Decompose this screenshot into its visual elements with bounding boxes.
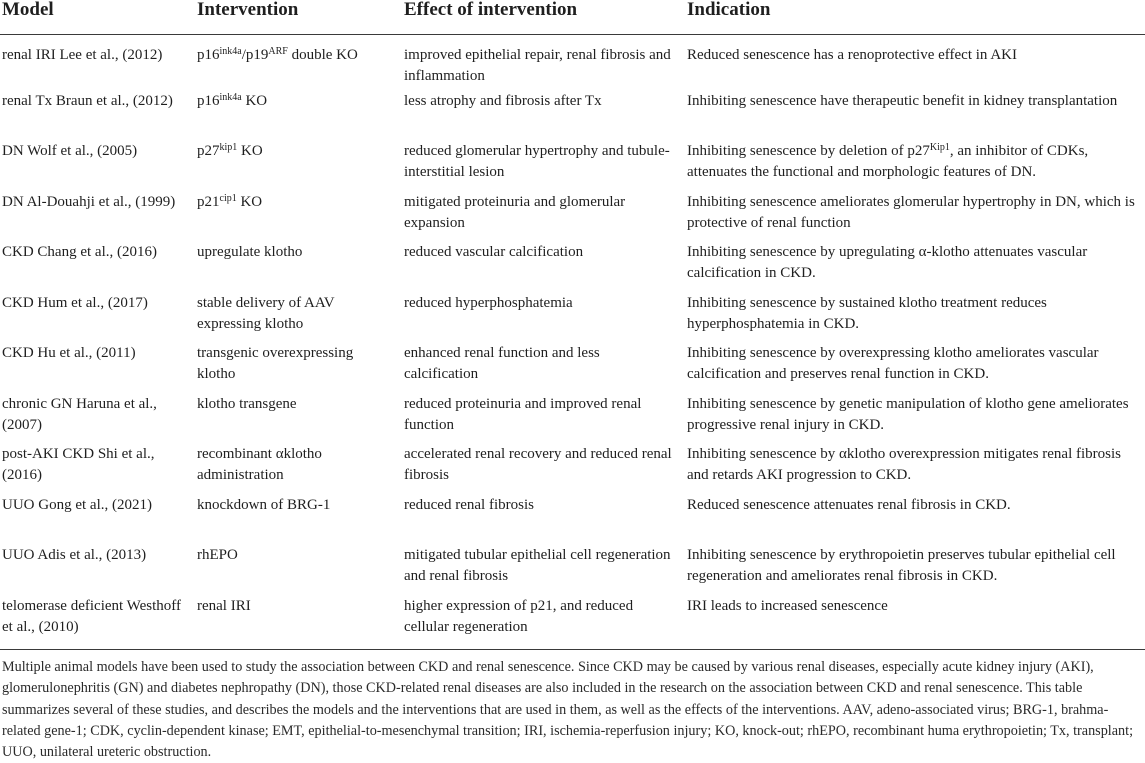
- text-run: IRI leads to increased senescence: [687, 597, 888, 614]
- cell-effect: accelerated renal recovery and reduced renal fibrosis: [404, 446, 672, 483]
- cell-intervention: [197, 293, 404, 344]
- table-row: [0, 141, 1145, 192]
- text-run: renal IRI: [197, 597, 251, 614]
- cell-indication: [687, 141, 1145, 192]
- table-row: [0, 35, 1145, 91]
- table-row: [0, 394, 1145, 445]
- cell-effect: reduced vascular calcification: [404, 244, 584, 260]
- table-header: [0, 0, 1145, 35]
- cell-intervention: [197, 35, 404, 91]
- cell-model: DN Al-Douahji et al., (1999): [2, 193, 176, 210]
- cell-indication: [687, 91, 1145, 142]
- text-run: p21: [197, 193, 220, 210]
- cell-effect: reduced renal fibrosis: [404, 496, 534, 513]
- text-run: Inhibiting senescence by genetic manipulation of klotho gene ameliorates progressive renal injury in CKD.: [687, 395, 1129, 433]
- cell-effect: less atrophy and fibrosis after Tx: [404, 92, 602, 109]
- cell-model: CKD Chang et al., (2016): [2, 244, 157, 260]
- text-run: Inhibiting senescence by erythropoietin preserves tubular epithelial cell regeneration and ameliorates renal fibrosis in CKD.: [687, 547, 1116, 584]
- cell-indication: [687, 293, 1145, 344]
- table-row: [0, 495, 1145, 546]
- cell-indication: [687, 35, 1145, 91]
- cell-model: UUO Gong et al., (2021): [2, 496, 152, 513]
- cell-model: CKD Hum et al., (2017): [2, 294, 148, 311]
- text-run: upregulate klotho: [197, 244, 303, 260]
- text-run: rhEPO: [197, 547, 238, 563]
- cell-indication: [687, 495, 1145, 546]
- cell-indication: [687, 596, 1145, 650]
- text-run: KO: [236, 193, 263, 210]
- table-row: [0, 343, 1145, 394]
- cell-effect: reduced hyperphosphatemia: [404, 294, 573, 311]
- header-intervention: Intervention: [197, 0, 299, 20]
- text-run: Inhibiting senescence by upregulating α-klotho attenuates vascular calcification in CKD.: [687, 244, 1088, 281]
- cell-indication: [687, 242, 1145, 293]
- text-run: Inhibiting senescence by overexpressing klotho ameliorates vascular calcification and preserves renal function in CKD.: [687, 345, 1099, 382]
- superscript-text: ink4a: [219, 46, 242, 57]
- cell-model: CKD Hu et al., (2011): [2, 345, 136, 361]
- cell-model: telomerase deficient Westhoff et al., (2010): [2, 597, 182, 635]
- table-row: [0, 192, 1145, 243]
- text-run: recombinant αklotho administration: [197, 446, 322, 483]
- cell-intervention: [197, 596, 404, 650]
- table-row: [0, 545, 1145, 596]
- cell-intervention: [197, 192, 404, 243]
- cell-effect: reduced glomerular hypertrophy and tubule-interstitial lesion: [404, 143, 670, 180]
- superscript-text: Kip1: [929, 142, 950, 153]
- text-run: Inhibiting senescence have therapeutic benefit in kidney transplantation: [687, 92, 1118, 109]
- cell-effect: mitigated tubular epithelial cell regeneration and renal fibrosis: [404, 547, 671, 584]
- header-effect: Effect of intervention: [404, 0, 578, 20]
- text-run: double KO: [287, 47, 358, 63]
- text-run: Reduced senescence attenuates renal fibrosis in CKD.: [687, 496, 1011, 513]
- table-row: [0, 444, 1145, 495]
- header-row: [0, 0, 1145, 35]
- cell-model: DN Wolf et al., (2005): [2, 143, 138, 159]
- cell-intervention: [197, 343, 404, 394]
- text-run: Inhibiting senescence ameliorates glomerular hypertrophy in DN, which is protective of renal function: [687, 193, 1135, 231]
- cell-model: renal Tx Braun et al., (2012): [2, 92, 173, 109]
- cell-indication: [687, 394, 1145, 445]
- cell-intervention: [197, 91, 404, 142]
- text-run: klotho transgene: [197, 395, 297, 412]
- text-run: transgenic overexpressing klotho: [197, 345, 354, 382]
- text-run: /p19: [241, 47, 269, 63]
- superscript-text: ARF: [268, 46, 288, 57]
- cell-intervention: [197, 444, 404, 495]
- text-run: , an inhibitor of CDKs, attenuates the functional and morphologic features of DN.: [687, 143, 1089, 180]
- cell-indication: [687, 444, 1145, 495]
- cell-effect: higher expression of p21, and reduced cellular regeneration: [404, 597, 634, 635]
- text-run: stable delivery of AAV expressing klotho: [197, 294, 335, 332]
- header-indication: Indication: [687, 0, 771, 20]
- table-row: [0, 91, 1145, 142]
- text-run: knockdown of BRG-1: [197, 496, 331, 513]
- superscript-text: ink4a: [219, 91, 242, 103]
- table-row: [0, 293, 1145, 344]
- table-body: [0, 35, 1145, 650]
- table-row: [0, 242, 1145, 293]
- table-footnote: Multiple animal models have been used to study the association between CKD and renal senescence. Since CKD may be caused by various renal diseases, especially acute kidney injury (AKI), glomerulonephritis (GN) and diabetes nephropathy (DN), those CKD-related renal diseases are also included in the research on the association between CKD and renal senescence. This table summarizes several of these studies, and describes the models and the interventions that are used in them, as well as the effects of the interventions. AAV, adeno-associated virus; BRG-1, brahma-related gene-1; CDK, cyclin-dependent kinase; EMT, epithelial-to-mesenchymal transition; IRI, ischemia-reperfusion injury; KO, knock-out; rhEPO, recombinant huma erythropoietin; Tx, transplant; UUO, unilateral ureteric obstruction.: [2, 659, 1134, 761]
- cell-intervention: [197, 495, 404, 546]
- text-run: KO: [241, 92, 268, 109]
- text-run: p16: [197, 92, 220, 109]
- cell-model: renal IRI Lee et al., (2012): [2, 47, 163, 63]
- cell-model: chronic GN Haruna et al., (2007): [2, 395, 157, 433]
- cell-indication: [687, 545, 1145, 596]
- cell-indication: [687, 192, 1145, 243]
- cell-model: UUO Adis et al., (2013): [2, 547, 147, 563]
- cell-intervention: [197, 141, 404, 192]
- cell-effect: enhanced renal function and less calcification: [404, 345, 600, 382]
- text-run: Inhibiting senescence by αklotho overexpression mitigates renal fibrosis and retards AKI progression to CKD.: [687, 446, 1122, 483]
- text-run: p27: [197, 143, 220, 159]
- text-run: KO: [237, 143, 263, 159]
- text-run: Reduced senescence has a renoprotective effect in AKI: [687, 47, 1017, 63]
- text-run: Inhibiting senescence by sustained klotho treatment reduces hyperphosphatemia in CKD.: [687, 294, 1047, 332]
- cell-intervention: [197, 545, 404, 596]
- cell-model: post-AKI CKD Shi et al., (2016): [2, 446, 155, 483]
- header-model: Model: [2, 0, 54, 20]
- text-run: Inhibiting senescence by deletion of p27: [687, 143, 930, 159]
- cell-effect: reduced proteinuria and improved renal function: [404, 395, 642, 433]
- cell-intervention: [197, 394, 404, 445]
- superscript-text: kip1: [219, 142, 238, 153]
- superscript-text: cip1: [219, 192, 237, 204]
- cell-intervention: [197, 242, 404, 293]
- cell-effect: mitigated proteinuria and glomerular expansion: [404, 193, 626, 231]
- cell-indication: [687, 343, 1145, 394]
- table-row: [0, 596, 1145, 650]
- cell-effect: improved epithelial repair, renal fibrosis and inflammation: [404, 47, 671, 84]
- text-run: p16: [197, 47, 220, 63]
